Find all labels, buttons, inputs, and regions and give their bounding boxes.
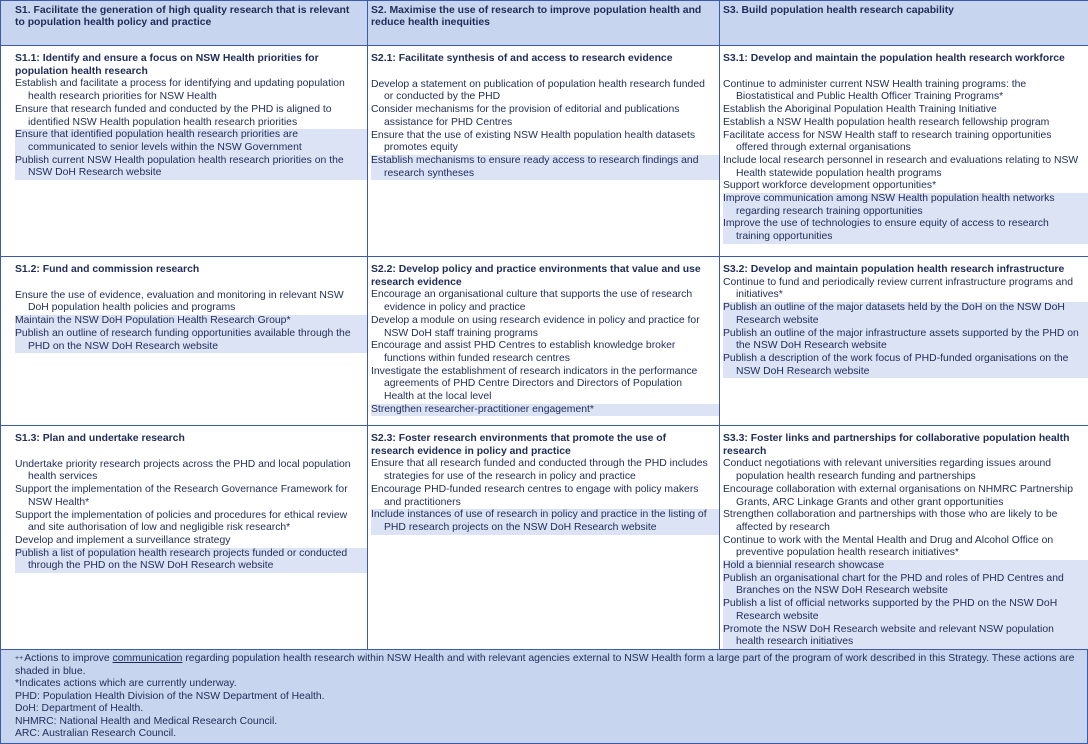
cell-s3-1 — [720, 46, 1088, 257]
action-item-communication: Publish an outline of the major infrastructure assets supported by the PHD on the NSW DoH Research website — [723, 328, 1088, 353]
action-item: Support workforce development opportunities* — [723, 180, 937, 192]
action-item: Establish the Aboriginal Population Health Training Initiative — [723, 104, 997, 116]
action-item: Investigate the establishment of research indicators in the performance agreements of PHD Centre Directors and Directors of Population Health at the local level — [371, 365, 698, 403]
objective-title: S1.2: Fund and commission research — [15, 264, 200, 275]
action-item: Ensure the use of evidence, evaluation and monitoring in relevant NSW DoH population health policies and programs — [15, 289, 344, 314]
action-item: Encourage collaboration with external organisations on NHMRC Partnership Grants, ARC Linkage Grants and other grant opportunities — [723, 483, 1073, 508]
action-item: Conduct negotiations with relevant universities regarding issues around population health research funding and partnerships — [723, 458, 1052, 483]
action-item: Encourage PHD-funded research centres to engage with policy makers and practitioners — [371, 483, 699, 508]
action-item: Ensure that research funded and conducted by the PHD is aligned to identified NSW Health population health research priorities — [15, 103, 332, 128]
action-item: Develop and implement a surveillance strategy — [15, 534, 231, 546]
footnote-line: ARC: Australian Research Council. — [15, 728, 177, 739]
objective-title: S3.1: Develop and maintain the population health research workforce — [723, 53, 1065, 64]
footnote-line: *Indicates actions which are currently underway. — [15, 678, 237, 689]
action-item-communication: Ensure that identified population health research priorities are communicated to senior levels within the NSW Government — [15, 129, 367, 154]
header-row — [1, 1, 1088, 46]
header-s2: S2. Maximise the use of research to improve population health and reduce health inequities — [368, 1, 720, 46]
action-item-communication: Hold a biennial research showcase — [723, 560, 1088, 573]
action-item-communication: Publish an organisational chart for the PHD and roles of PHD Centres and Branches on the NSW DoH Research website — [723, 573, 1088, 598]
cell-s2-3 — [368, 426, 720, 654]
action-item-communication: Publish current NSW Health population health research priorities on the NSW DoH Research website — [15, 155, 367, 180]
table-row — [1, 426, 1088, 654]
table-row — [1, 257, 1088, 426]
action-item: Facilitate access for NSW Health staff to research training opportunities offered through external organisations — [723, 129, 1052, 154]
cell-s2-1 — [368, 46, 720, 257]
table-row — [1, 46, 1088, 257]
header-s3: S3. Build population health research capability — [720, 1, 1088, 46]
footnote-marker: ++ — [15, 655, 24, 662]
action-item: Develop a module on using research evidence in policy and practice for NSW DoH staff training programs — [371, 314, 700, 339]
action-item: Ensure that all research funded and conducted through the PHD includes strategies for use of the research in policy and practice — [371, 458, 708, 483]
action-item: Continue to fund and periodically review current infrastructure programs and initiatives* — [723, 276, 1073, 301]
cell-s3-3 — [720, 426, 1088, 654]
action-item-communication: Establish mechanisms to ensure ready access to research findings and research syntheses — [371, 155, 719, 180]
objective-title: S2.3: Foster research environments that promote the use of research evidence in policy and practice — [371, 433, 667, 457]
action-item-communication: Maintain the NSW DoH Population Health Research Group* — [15, 315, 367, 328]
action-item: Include local research personnel in research and evaluations relating to NSW Health statewide population health programs — [723, 154, 1079, 179]
action-item: Undertake priority research projects across the PHD and local population health services — [15, 458, 351, 483]
action-item: Establish a NSW Health population health research fellowship program — [723, 116, 1050, 128]
action-item-communication: Improve communication among NSW Health population health networks regarding research training opportunities — [723, 193, 1088, 218]
action-item: Establish and facilitate a process for identifying and updating population health research priorities for NSW Health — [15, 78, 345, 103]
footnotes — [0, 649, 1088, 744]
action-item-communication: Strengthen researcher-practitioner engagement* — [371, 404, 719, 417]
action-item: Consider mechanisms for the provision of editorial and publications assistance for PHD Centres — [371, 104, 680, 128]
action-item: Ensure that the use of existing NSW Health population health datasets promotes equity — [371, 129, 696, 154]
action-item: Continue to administer current NSW Health training programs: the Biostatistical and Public Health Officer Training Programs* — [723, 78, 1027, 103]
objective-title: S1.3: Plan and undertake research — [15, 433, 185, 444]
action-item: Develop a statement on publication of population health research funded or conducted by the PHD — [371, 78, 705, 103]
footnote-text-end: regarding population health research within NSW Health and with relevant agencies external to NSW Health form a large part of the program of work described in this Strategy. These actions are shaded in blue. — [15, 653, 1075, 677]
action-item: Support the implementation of the Research Governance Framework for NSW Health* — [15, 484, 348, 508]
objective-title: S2.1: Facilitate synthesis of and access to research evidence — [371, 53, 673, 64]
objective-title: S2.2: Develop policy and practice environments that value and use research evidence — [371, 264, 701, 288]
action-item-communication: Publish an outline of the major datasets held by the DoH on the NSW DoH Research website — [723, 302, 1088, 327]
footnote-line: PHD: Population Health Division of the NSW Department of Health. — [15, 690, 325, 702]
action-item: Encourage an organisational culture that supports the use of research evidence in policy and practice — [371, 289, 693, 314]
action-item-communication: Promote the NSW DoH Research website and relevant NSW population health research initiatives — [723, 624, 1088, 649]
footnote-text-start: Actions to improve — [24, 653, 113, 664]
action-item: Support the implementation of policies and procedures for ethical review and site authorisation of low and negligible risk research* — [15, 509, 348, 534]
objective-title: S3.2: Develop and maintain population health research infrastructure — [723, 264, 1065, 275]
action-item-communication: Improve the use of technologies to ensure equity of access to research training opportunities — [723, 218, 1088, 243]
objective-title: S1.1: Identify and ensure a focus on NSW Health priorities for population health research — [15, 53, 319, 77]
action-item-communication: Include instances of use of research in policy and practice in the listing of PHD research projects on the NSW DoH Research website — [371, 509, 719, 534]
cell-s1-2 — [1, 257, 368, 426]
action-item-communication: Publish an outline of research funding opportunities available through the PHD on the NSW DoH Research website — [15, 328, 367, 353]
cell-s3-2 — [720, 257, 1088, 426]
action-item: Encourage and assist PHD Centres to establish knowledge broker functions within funded research centres — [371, 340, 676, 364]
footnote-underlined: communication — [112, 653, 183, 664]
cell-s2-2 — [368, 257, 720, 426]
footnote-line: NHMRC: National Health and Medical Research Council. — [15, 715, 278, 727]
action-item-communication: Publish a list of population health research projects funded or conducted through the PHD on the NSW DoH Research website — [15, 548, 367, 573]
action-item-communication: Publish a description of the work focus of PHD-funded organisations on the NSW DoH Research website — [723, 353, 1088, 378]
footnote-communication — [15, 653, 1075, 678]
cell-s1-3 — [1, 426, 368, 654]
action-item: Strengthen collaboration and partnerships with those who are likely to be affected by research — [723, 509, 1058, 533]
action-item: Continue to work with the Mental Health and Drug and Alcohol Office on preventive population health research initiatives* — [723, 534, 1054, 559]
action-item-communication: Publish a list of official networks supported by the PHD on the NSW DoH Research website — [723, 598, 1088, 623]
objective-title: S3.3: Foster links and partnerships for collaborative population health research — [723, 433, 1070, 457]
cell-s1-1 — [1, 46, 368, 257]
footnote-line: DoH: Department of Health. — [15, 703, 144, 714]
header-s1: S1. Facilitate the generation of high quality research that is relevant to population health policy and practice — [1, 1, 368, 46]
